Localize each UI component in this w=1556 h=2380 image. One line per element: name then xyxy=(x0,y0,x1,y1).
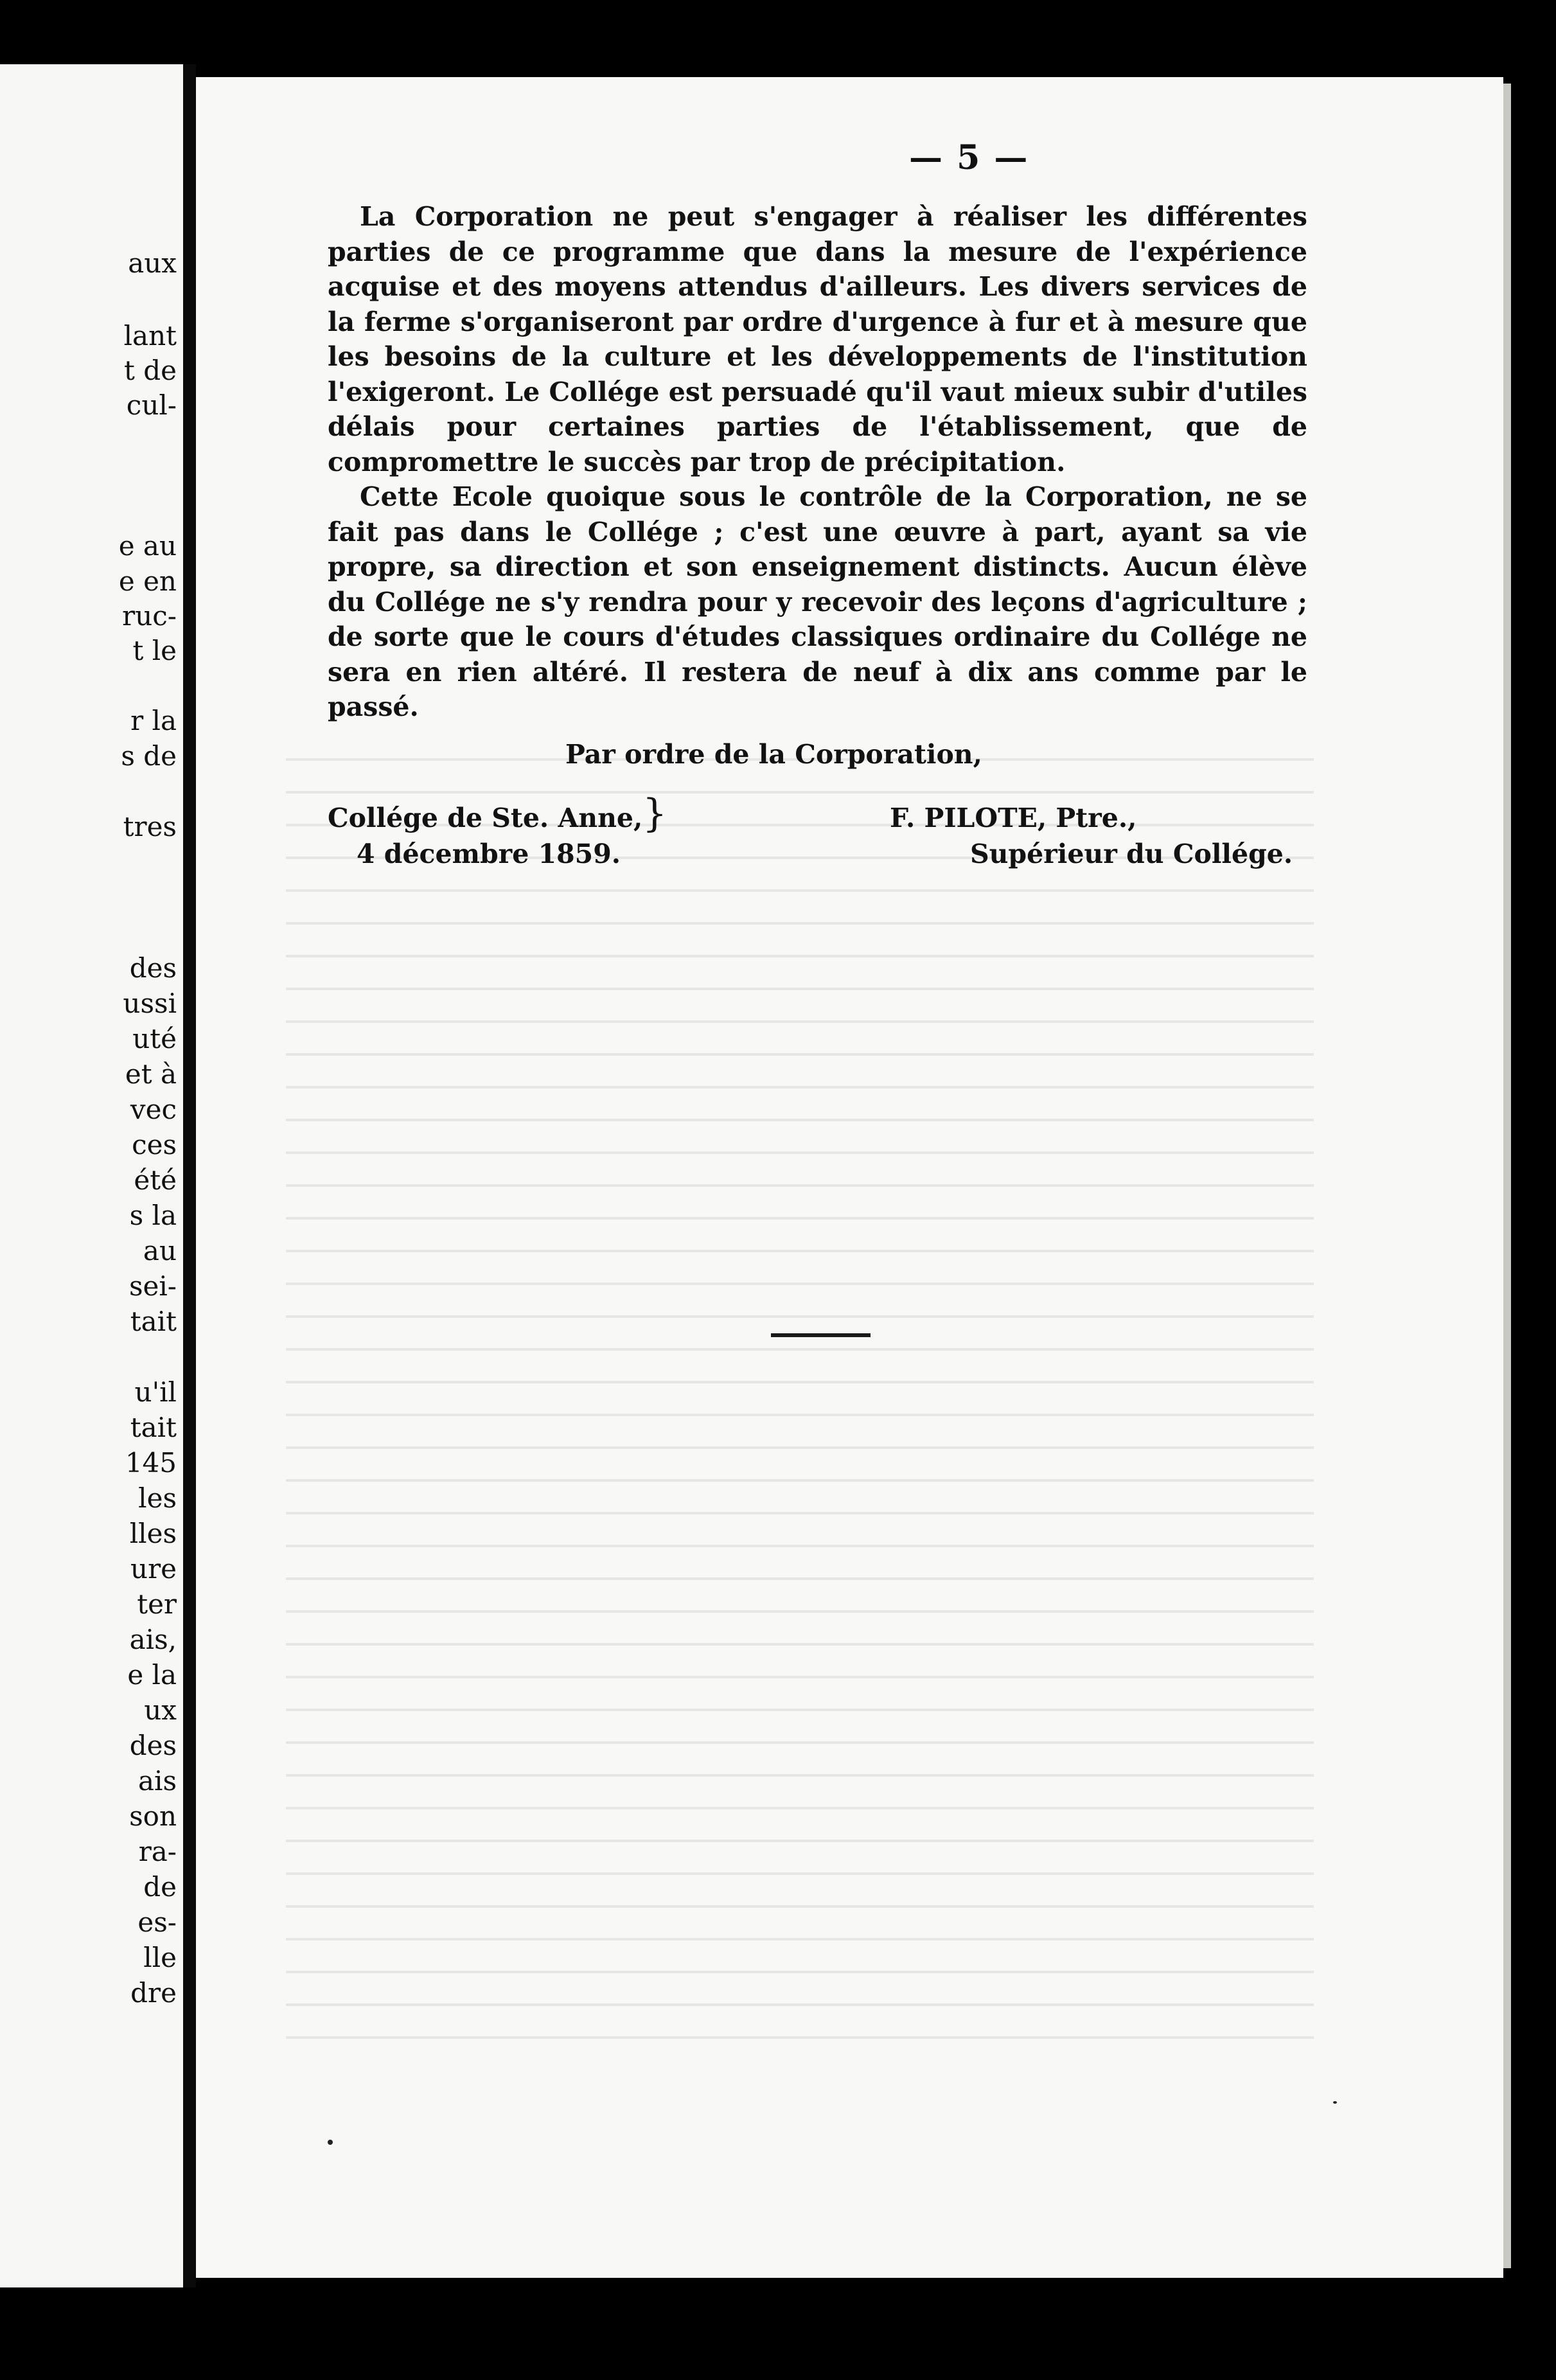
facing-line: été xyxy=(134,1164,177,1196)
facing-line: u'il xyxy=(134,1376,177,1408)
document-page xyxy=(196,77,1503,2278)
scan-speck xyxy=(328,2140,333,2145)
facing-line: vec xyxy=(130,1094,177,1125)
facing-line: s la xyxy=(129,1200,177,1231)
brace-glyph: } xyxy=(642,791,667,836)
facing-line: s de xyxy=(121,740,177,772)
facing-line: e en xyxy=(118,565,177,597)
facing-line: ais xyxy=(137,1765,177,1797)
facing-line: lant xyxy=(123,320,177,351)
facing-line: des xyxy=(129,952,177,984)
facing-line: e la xyxy=(127,1659,177,1691)
facing-line: t de xyxy=(124,355,177,386)
facing-line: tait xyxy=(130,1306,177,1337)
facing-line: e au xyxy=(118,530,177,562)
facing-line: ra- xyxy=(138,1836,177,1867)
facing-line: et à xyxy=(125,1058,177,1090)
facing-line: ter xyxy=(137,1588,177,1620)
signer-name: F. PILOTE, Ptre., xyxy=(890,803,1137,833)
facing-line: au xyxy=(143,1235,177,1266)
facing-line: des xyxy=(129,1730,177,1761)
show-through-text xyxy=(286,758,1314,2146)
date: 4 décembre 1859. xyxy=(357,839,621,869)
facing-line: ais, xyxy=(129,1624,177,1655)
page-number: — 5 — xyxy=(909,138,1029,177)
facing-line: tait xyxy=(130,1412,177,1443)
facing-line: uté xyxy=(132,1023,177,1054)
facing-line: aux xyxy=(128,247,177,279)
facing-line: t le xyxy=(132,635,177,666)
facing-line: 145 xyxy=(125,1447,177,1479)
paragraph: Cette Ecole quoique sous le contrôle de la Corporation, ne se fait pas dans le Collége ; c'est une œuvre à part, ayant sa vie propre, sa direction et son enseignement distincts. Aucun élève du Collége ne s'y rendra pour y recevoir des leçons d'agriculture ; de sorte que le cours d'études classiques ordinaire du Collége ne sera en rien altéré. Il restera de neuf à dix ans comme par le passé. xyxy=(328,481,1307,722)
facing-line: dre xyxy=(130,1977,177,2009)
facing-line: ux xyxy=(144,1694,177,1726)
facing-line: ure xyxy=(130,1553,177,1585)
facing-line: ces xyxy=(132,1129,177,1160)
facing-line: ussi xyxy=(123,988,177,1019)
facing-line: lles xyxy=(129,1518,177,1549)
signer-title: Supérieur du Collége. xyxy=(970,839,1293,869)
scan-speck xyxy=(1333,2101,1337,2104)
paragraph: La Corporation ne peut s'engager à réaliser les différentes parties de ce programme que dans la mesure de l'expérience acquise et des moyens attendus d'ailleurs. Les divers services de la ferme s'organiseront par ordre d'urgence à fur et à mesure que les besoins de la culture et les développements de l'institution l'exigeront. Le Collége est persuadé qu'il vaut mieux subir d'utiles délais pour certaines parties de l'établissement, que de compromettre le succès par trop de précipitation. xyxy=(328,201,1307,477)
facing-page-fragment xyxy=(0,64,183,2287)
signature-block xyxy=(890,800,1293,872)
order-line: Par ordre de la Corporation, xyxy=(565,739,982,770)
facing-line: ruc- xyxy=(122,600,177,632)
facing-line: tres xyxy=(123,811,177,842)
facing-line: les xyxy=(138,1482,177,1514)
facing-line: es- xyxy=(137,1906,177,1938)
place-date-block xyxy=(328,800,642,872)
facing-line: sei- xyxy=(128,1270,177,1302)
section-rule xyxy=(771,1333,871,1337)
facing-line: r la xyxy=(130,705,177,736)
facing-line: de xyxy=(143,1871,177,1903)
facing-line: son xyxy=(129,1800,177,1832)
book-gutter xyxy=(183,64,196,2287)
facing-line: lle xyxy=(143,1942,177,1973)
page-edge xyxy=(1503,84,1511,2268)
facing-line: cul- xyxy=(126,389,177,421)
body-text xyxy=(328,199,1307,725)
place: Collége de Ste. Anne, xyxy=(328,803,643,833)
